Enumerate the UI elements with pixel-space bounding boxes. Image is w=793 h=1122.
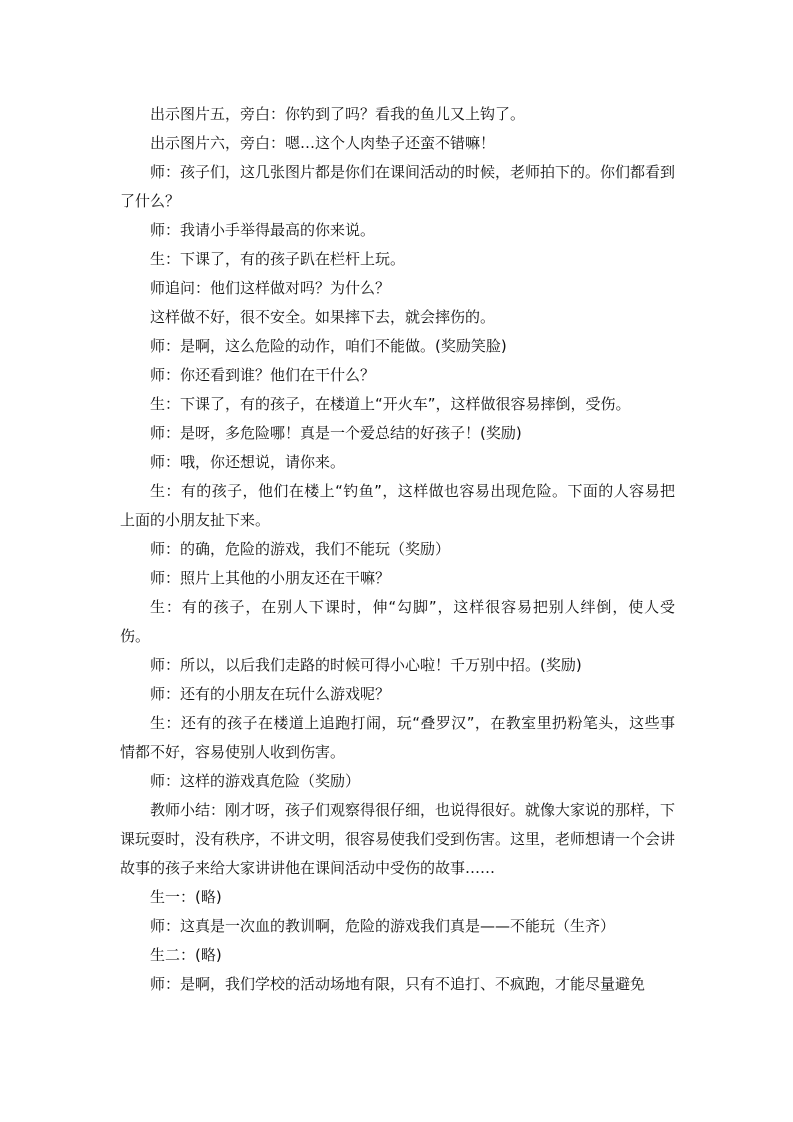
paragraph: 师：这真是一次血的教训啊，危险的游戏我们真是——不能玩（生齐）: [150, 917, 616, 935]
paragraph: 生：有的孩子，他们在楼上“钓鱼”，这样做也容易出现危险。下面的人容易把上面的小朋友扯下来。: [120, 482, 675, 529]
paragraph: 生：还有的孩子在楼道上追跑打闹，玩“叠罗汉”，在教室里扔粉笔头，这些事情都不好，容易使别人收到伤害。: [120, 714, 675, 761]
paragraph: 生二：(略): [150, 946, 222, 964]
paragraph: 生：下课了，有的孩子趴在栏杆上玩。: [150, 250, 406, 268]
paragraph: 出示图片五，旁白：你钓到了吗？看我的鱼儿又上钩了。: [150, 105, 526, 123]
paragraph: 教师小结：刚才呀，孩子们观察得很仔细，也说得很好。就像大家说的那样，下课玩耍时，没有秩序，不讲文明，很容易使我们受到伤害。这里，老师想请一个会讲故事的孩子来给大家讲讲他在课间活动中受伤的故事……: [120, 801, 676, 877]
paragraph: 生：有的孩子，在别人下课时，伸“勾脚”，这样很容易把别人绊倒，使人受伤。: [120, 598, 675, 645]
paragraph: 师：照片上其他的小朋友还在干嘛？: [150, 569, 391, 587]
paragraph: 师：的确，危险的游戏，我们不能玩（奖励）: [150, 540, 451, 558]
paragraph: 师：你还看到谁？他们在干什么？: [150, 366, 376, 384]
paragraph: 师：孩子们，这几张图片都是你们在课间活动的时候，老师拍下的。你们都看到了什么？: [120, 163, 676, 210]
paragraph: 师：是啊，我们学校的活动场地有限，只有不追打、不疯跑，才能尽量避免: [150, 975, 646, 993]
paragraph: 师：是啊，这么危险的动作，咱们不能做。(奖励笑脸): [150, 337, 507, 355]
document-body: [120, 100, 675, 999]
paragraph: 生一：(略): [150, 888, 222, 906]
paragraph: 师：哦，你还想说，请你来。: [150, 453, 346, 471]
paragraph: 出示图片六，旁白：嗯…这个人肉垫子还蛮不错嘛！: [150, 134, 496, 152]
paragraph: 师：是呀，多危险哪！真是一个爱总结的好孩子！(奖励): [150, 424, 522, 442]
paragraph: 师：所以，以后我们走路的时候可得小心啦！千万别中招。(奖励): [150, 656, 582, 674]
paragraph: 师追问：他们这样做对吗？为什么？: [150, 279, 391, 297]
paragraph: 这样做不好，很不安全。如果摔下去，就会摔伤的。: [150, 308, 496, 326]
paragraph: 生：下课了，有的孩子，在楼道上“开火车”，这样做很容易摔倒，受伤。: [150, 395, 631, 413]
paragraph: 师：这样的游戏真危险（奖励）: [150, 772, 361, 790]
paragraph: 师：还有的小朋友在玩什么游戏呢？: [150, 685, 391, 703]
paragraph: 师：我请小手举得最高的你来说。: [150, 221, 376, 239]
